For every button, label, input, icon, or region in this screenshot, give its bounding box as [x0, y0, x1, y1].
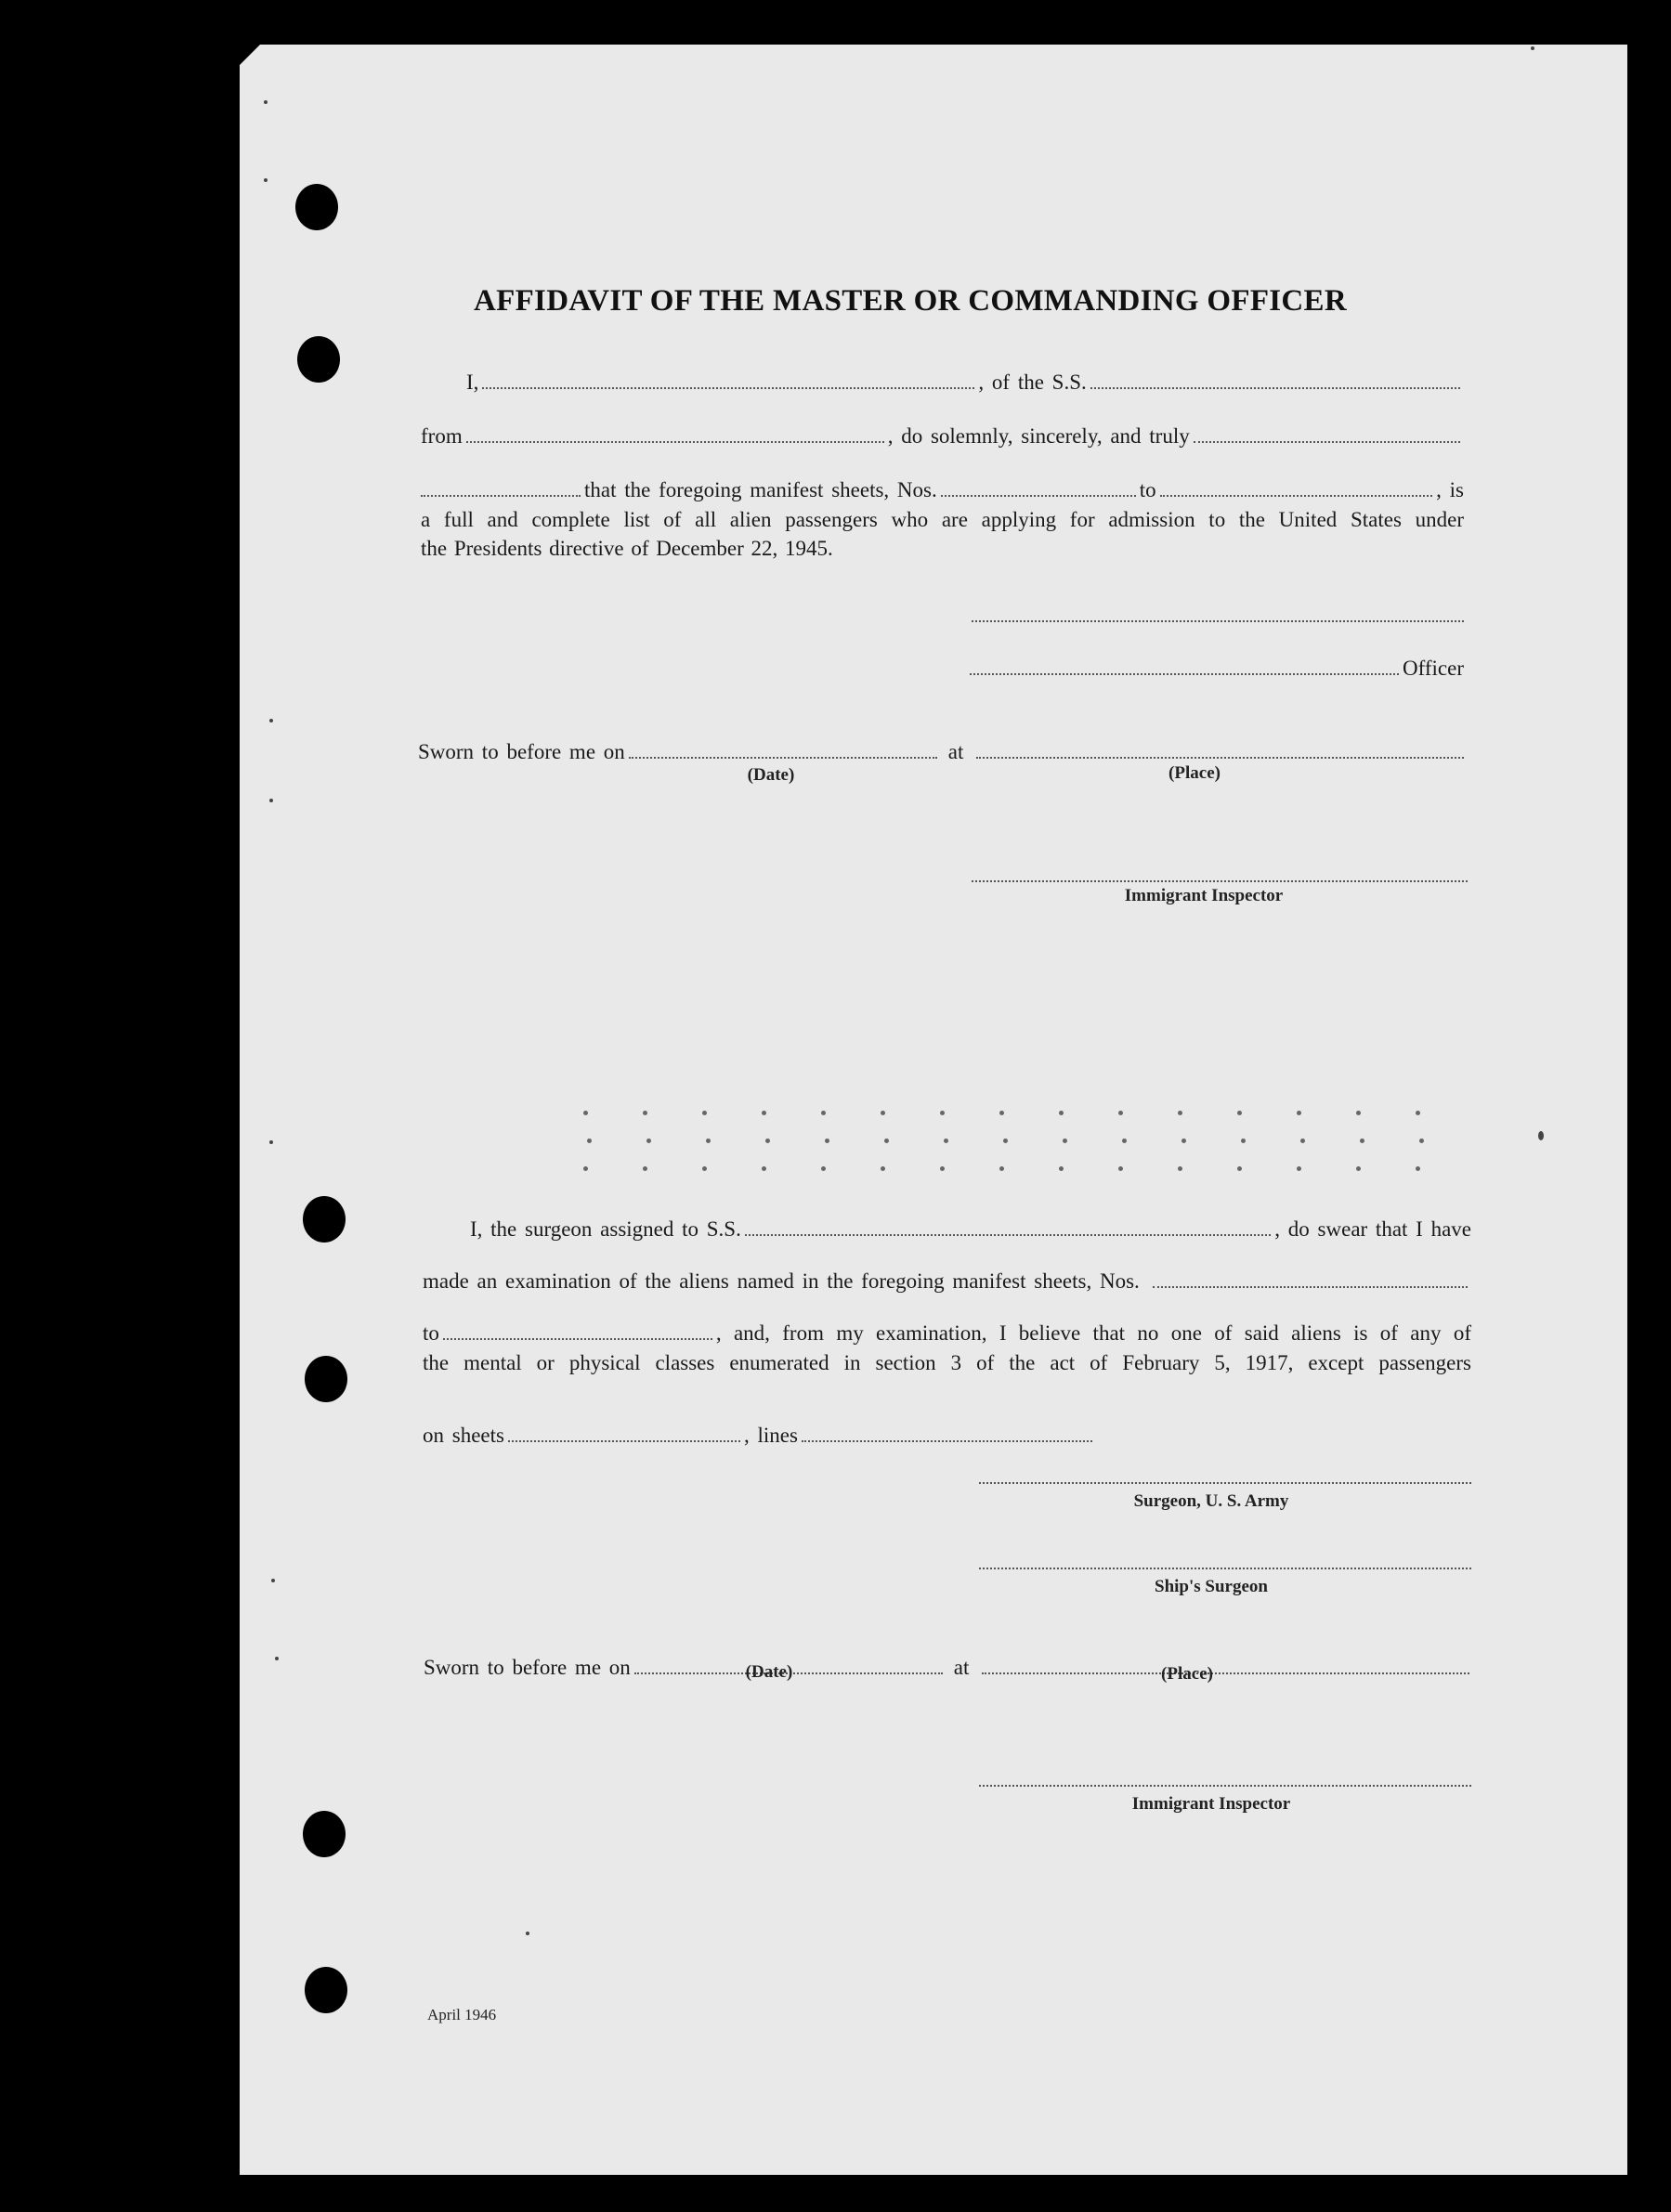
grid-dot [1059, 1111, 1064, 1115]
grid-dot [1181, 1139, 1186, 1143]
surgeon-inspector-caption: Immigrant Inspector [1131, 1794, 1291, 1814]
surgeon-line-5-mid: , lines [743, 1424, 798, 1447]
surgeon-ship-field[interactable] [745, 1234, 1271, 1236]
grid-dot [1416, 1166, 1420, 1171]
punch-hole [305, 1967, 347, 2013]
grid-dot [940, 1166, 945, 1171]
paper-speck [264, 178, 268, 182]
grid-dot [1118, 1111, 1123, 1115]
paper-speck [1538, 1131, 1544, 1140]
declare-field[interactable] [421, 495, 581, 497]
oath-field[interactable] [1194, 441, 1460, 443]
grid-dot [1356, 1166, 1361, 1171]
master-sworn-start: Sworn to before me on [418, 740, 625, 763]
paper-speck [271, 1579, 275, 1582]
ship-surgeon-caption: Ship's Surgeon [1155, 1577, 1268, 1596]
master-inspector-caption: Immigrant Inspector [1124, 886, 1284, 905]
grid-dot [1356, 1111, 1361, 1115]
grid-dot [1178, 1166, 1182, 1171]
surgeon-line-3 [423, 1322, 1471, 1344]
port-field[interactable] [466, 441, 884, 443]
surgeon-line-1-start: I, the surgeon assigned to S.S. [470, 1217, 741, 1241]
punch-hole [305, 1356, 347, 1402]
grid-dot [1003, 1139, 1008, 1143]
master-signature-line[interactable] [972, 620, 1464, 622]
grid-dot [1297, 1111, 1301, 1115]
grid-dot [1297, 1166, 1301, 1171]
surgeon-place-caption: (Place) [1161, 1664, 1213, 1684]
grid-dot [587, 1139, 592, 1143]
master-line-2 [421, 425, 1464, 447]
master-date-caption: (Date) [747, 765, 795, 785]
master-line-1 [466, 371, 1464, 393]
ship-surgeon-signature-line[interactable] [979, 1568, 1471, 1569]
master-sworn-date-field[interactable] [629, 757, 937, 759]
surgeon-line-3-end: , and, from my examination, I believe that no one of said aliens is of any of [715, 1321, 1471, 1345]
master-place-caption: (Place) [1168, 763, 1221, 783]
punch-hole [303, 1196, 346, 1243]
form-title: AFFIDAVIT OF THE MASTER OR COMMANDING OFFICER [474, 284, 1347, 318]
surgeon-inspector-line[interactable] [979, 1785, 1471, 1787]
grid-dot [940, 1111, 945, 1115]
form-page [240, 45, 1627, 2175]
master-line-3-mid: that the foregoing manifest sheets, Nos. [584, 478, 937, 501]
master-line-2-start: from [421, 424, 463, 448]
master-line-1-mid: , of the S.S. [978, 371, 1087, 394]
grid-dot [762, 1111, 766, 1115]
army-surgeon-caption: Surgeon, U. S. Army [1133, 1491, 1289, 1511]
master-line-3-end: , is [1436, 478, 1464, 501]
ship-name-field[interactable] [1090, 387, 1460, 389]
surgeon-line-2 [423, 1270, 1471, 1292]
grid-dot [646, 1139, 651, 1143]
grid-dot [1237, 1166, 1242, 1171]
grid-dot [702, 1111, 707, 1115]
army-surgeon-signature-line[interactable] [979, 1482, 1471, 1484]
punch-hole [297, 336, 340, 383]
grid-dot [706, 1139, 711, 1143]
master-sworn-place-field[interactable] [976, 757, 1464, 759]
paper-speck [275, 1657, 279, 1660]
master-sworn-line [418, 741, 1468, 762]
surgeon-line-4: the mental or physical classes enumerated in section 3 of the act of February 5, 1917, except passengers [423, 1351, 1471, 1374]
paper-speck [526, 1932, 529, 1935]
grid-dot [999, 1111, 1004, 1115]
grid-dot [1416, 1111, 1420, 1115]
master-line-3-to: to [1139, 478, 1156, 501]
grid-dot [1300, 1139, 1305, 1143]
grid-dot [1059, 1166, 1064, 1171]
surgeon-lines-field[interactable] [802, 1440, 1092, 1442]
surgeon-line-1-end: , do swear that I have [1274, 1217, 1471, 1241]
master-name-field[interactable] [482, 387, 974, 389]
grid-dot [1419, 1139, 1424, 1143]
surgeon-line-2-start: made an examination of the aliens named in the foregoing manifest sheets, Nos. [423, 1269, 1140, 1293]
paper-speck [264, 100, 268, 104]
master-sworn-at: at [947, 740, 964, 763]
grid-dot [821, 1111, 826, 1115]
grid-dot [821, 1166, 826, 1171]
grid-dot [583, 1111, 588, 1115]
paper-speck [269, 799, 273, 802]
grid-dot [1360, 1139, 1364, 1143]
master-statement: a full and complete list of all alien passengers who are applying for admission to the United States under [421, 508, 1464, 531]
grid-dot [999, 1166, 1004, 1171]
grid-dot [881, 1111, 885, 1115]
grid-dot [884, 1139, 889, 1143]
punch-hole [295, 184, 338, 230]
grid-dot [1063, 1139, 1067, 1143]
grid-dot [643, 1111, 647, 1115]
master-line-1-start: I, [466, 371, 479, 394]
master-line-2-mid: , do solemnly, sincerely, and truly [887, 424, 1190, 448]
surgeon-nos-to-field[interactable] [443, 1338, 712, 1340]
surgeon-sworn-line [424, 1657, 1473, 1678]
surgeon-sheets-field[interactable] [508, 1440, 740, 1442]
grid-dot [765, 1139, 770, 1143]
nos-to-field[interactable] [1160, 495, 1433, 497]
grid-dot [1178, 1111, 1182, 1115]
grid-dot [1237, 1111, 1242, 1115]
punch-hole [303, 1811, 346, 1857]
grid-dot [944, 1139, 948, 1143]
nos-from-field[interactable] [941, 495, 1136, 497]
surgeon-nos-from-field[interactable] [1153, 1286, 1468, 1288]
grid-dot [643, 1166, 647, 1171]
grid-dot [1241, 1139, 1246, 1143]
grid-dot [583, 1166, 588, 1171]
paper-speck [269, 719, 273, 722]
officer-line [966, 657, 1464, 679]
surgeon-line-1 [470, 1218, 1471, 1240]
paper-speck [1531, 46, 1534, 50]
form-date-footer: April 1946 [427, 2006, 497, 2023]
master-inspector-line[interactable] [972, 880, 1468, 882]
surgeon-sworn-start: Sworn to before me on [424, 1656, 631, 1679]
grid-dot [762, 1166, 766, 1171]
surgeon-date-caption: (Date) [745, 1662, 793, 1682]
grid-dot [702, 1166, 707, 1171]
grid-dot [1122, 1139, 1127, 1143]
officer-label: Officer [1403, 657, 1464, 680]
grid-dot [881, 1166, 885, 1171]
master-line-3 [421, 479, 1464, 501]
master-statement-last: the Presidents directive of December 22, 1945. [421, 537, 833, 560]
surgeon-line-5-start: on sheets [423, 1424, 504, 1447]
surgeon-sworn-at: at [953, 1656, 970, 1679]
surgeon-line-3-start: to [423, 1321, 439, 1345]
grid-dot [825, 1139, 829, 1143]
surgeon-line-5 [423, 1425, 1096, 1446]
officer-field[interactable] [970, 673, 1399, 675]
grid-dot [1118, 1166, 1123, 1171]
paper-speck [269, 1140, 273, 1144]
